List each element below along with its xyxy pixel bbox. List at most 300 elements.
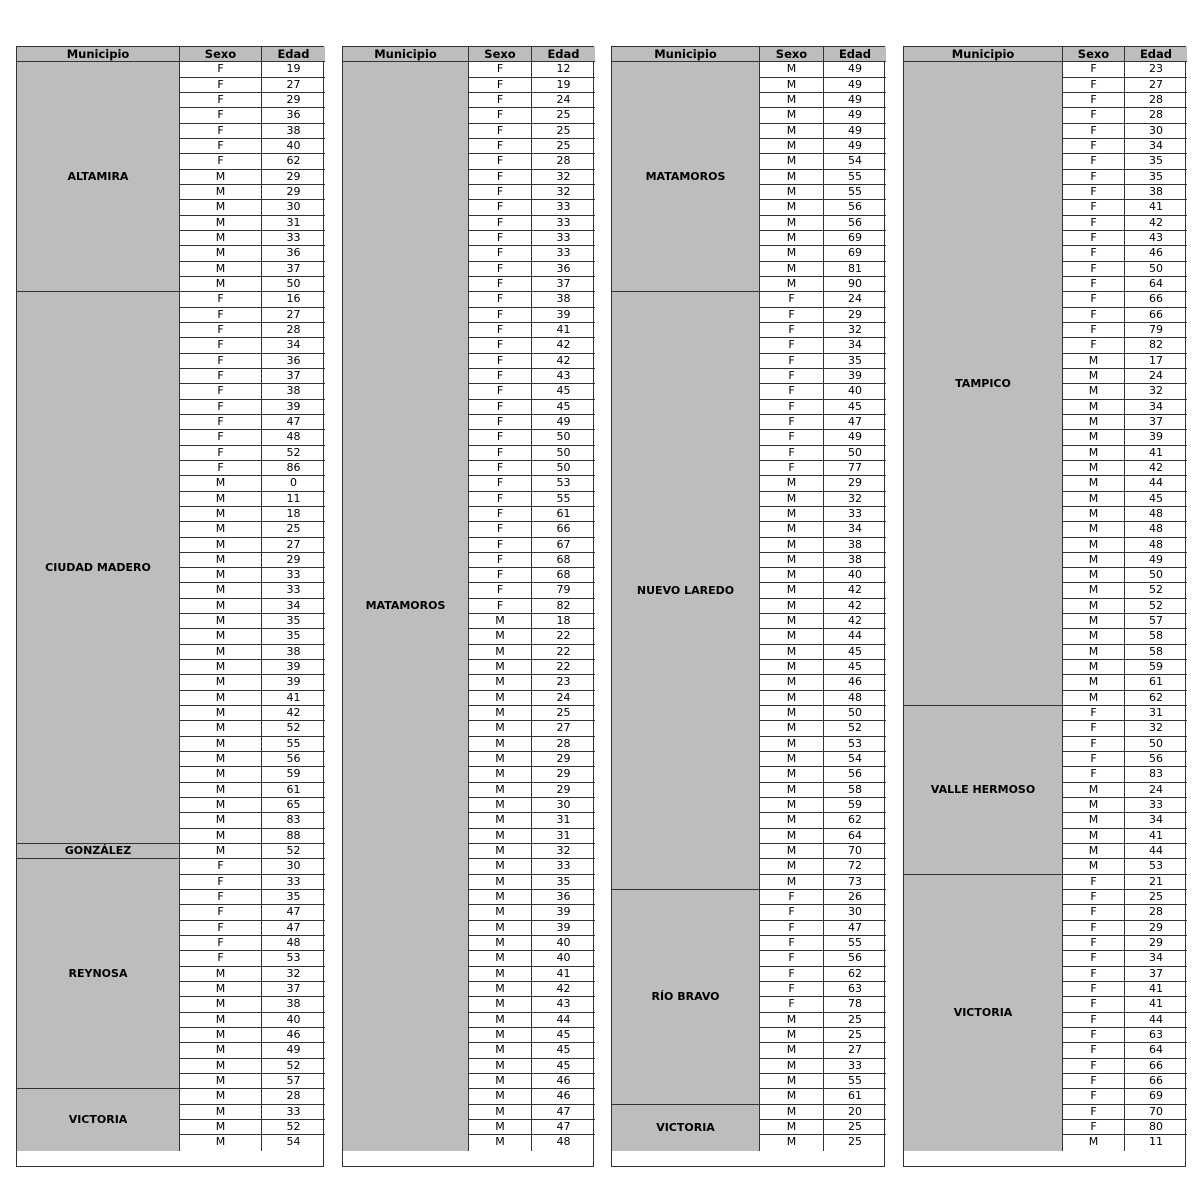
sexo-cell: M bbox=[180, 1043, 262, 1058]
sexo-cell: F bbox=[760, 921, 824, 936]
sexo-cell: M bbox=[469, 1120, 532, 1135]
edad-cell: 28 bbox=[532, 737, 595, 752]
sexo-cell: M bbox=[469, 813, 532, 828]
edad-cell: 35 bbox=[1125, 154, 1187, 169]
sexo-cell: F bbox=[469, 476, 532, 491]
edad-cell: 23 bbox=[1125, 62, 1187, 77]
edad-cell: 33 bbox=[262, 875, 325, 890]
edad-cell: 72 bbox=[824, 859, 886, 874]
edad-cell: 56 bbox=[824, 200, 886, 215]
edad-cell: 44 bbox=[1125, 1013, 1187, 1028]
sexo-cell: F bbox=[760, 951, 824, 966]
sexo-cell: M bbox=[760, 1120, 824, 1135]
edad-cell: 25 bbox=[1125, 890, 1187, 905]
sexo-cell: M bbox=[760, 675, 824, 690]
sexo-cell: M bbox=[1063, 369, 1125, 384]
sexo-cell: M bbox=[760, 813, 824, 828]
sexo-cell: M bbox=[760, 1028, 824, 1043]
sexo-cell: F bbox=[469, 553, 532, 568]
sexo-cell: M bbox=[180, 262, 262, 277]
sexo-cell: F bbox=[1063, 737, 1125, 752]
edad-cell: 61 bbox=[1125, 675, 1187, 690]
sexo-cell: M bbox=[180, 583, 262, 598]
sexo-cell: M bbox=[180, 277, 262, 292]
edad-cell: 34 bbox=[1125, 139, 1187, 154]
sexo-cell: F bbox=[180, 859, 262, 874]
edad-cell: 79 bbox=[1125, 323, 1187, 338]
sexo-cell: F bbox=[180, 154, 262, 169]
sexo-cell: F bbox=[469, 507, 532, 522]
edad-cell: 44 bbox=[1125, 844, 1187, 859]
edad-cell: 33 bbox=[262, 568, 325, 583]
sexo-cell: M bbox=[180, 767, 262, 782]
edad-cell: 41 bbox=[1125, 829, 1187, 844]
sexo-cell: M bbox=[760, 798, 824, 813]
sexo-cell: F bbox=[180, 461, 262, 476]
edad-cell: 42 bbox=[824, 583, 886, 598]
edad-cell: 33 bbox=[262, 583, 325, 598]
sexo-cell: F bbox=[469, 323, 532, 338]
sexo-cell: M bbox=[760, 185, 824, 200]
edad-cell: 69 bbox=[824, 231, 886, 246]
edad-cell: 58 bbox=[824, 783, 886, 798]
edad-cell: 39 bbox=[262, 400, 325, 415]
sexo-cell: M bbox=[180, 185, 262, 200]
edad-cell: 36 bbox=[262, 354, 325, 369]
edad-cell: 86 bbox=[262, 461, 325, 476]
sexo-cell: F bbox=[180, 875, 262, 890]
sexo-cell: M bbox=[760, 599, 824, 614]
sexo-cell: F bbox=[760, 982, 824, 997]
sexo-cell: M bbox=[760, 246, 824, 261]
sexo-cell: M bbox=[180, 246, 262, 261]
sexo-cell: M bbox=[180, 997, 262, 1012]
edad-cell: 38 bbox=[262, 997, 325, 1012]
edad-cell: 47 bbox=[262, 921, 325, 936]
sexo-cell: F bbox=[1063, 721, 1125, 736]
sexo-cell: F bbox=[1063, 1028, 1125, 1043]
edad-cell: 44 bbox=[1125, 476, 1187, 491]
edad-cell: 48 bbox=[1125, 538, 1187, 553]
edad-cell: 53 bbox=[262, 951, 325, 966]
municipio-cell: MATAMOROS bbox=[343, 62, 469, 1150]
edad-cell: 12 bbox=[532, 62, 595, 77]
edad-cell: 42 bbox=[1125, 461, 1187, 476]
sexo-cell: M bbox=[180, 660, 262, 675]
header-edad: Edad bbox=[532, 47, 595, 62]
municipio-cell: CIUDAD MADERO bbox=[17, 292, 180, 844]
edad-cell: 28 bbox=[262, 1089, 325, 1104]
sexo-cell: F bbox=[1063, 108, 1125, 123]
edad-cell: 25 bbox=[532, 124, 595, 139]
sexo-cell: M bbox=[1063, 446, 1125, 461]
sexo-cell: M bbox=[760, 93, 824, 108]
edad-cell: 22 bbox=[532, 645, 595, 660]
edad-cell: 31 bbox=[262, 216, 325, 231]
edad-cell: 21 bbox=[1125, 875, 1187, 890]
sexo-cell: F bbox=[760, 384, 824, 399]
sexo-cell: M bbox=[1063, 783, 1125, 798]
sexo-cell: M bbox=[469, 890, 532, 905]
edad-cell: 40 bbox=[262, 1013, 325, 1028]
edad-cell: 82 bbox=[532, 599, 595, 614]
sexo-cell: M bbox=[760, 1059, 824, 1074]
sexo-cell: M bbox=[1063, 798, 1125, 813]
edad-cell: 88 bbox=[262, 829, 325, 844]
edad-cell: 40 bbox=[824, 568, 886, 583]
edad-cell: 66 bbox=[1125, 308, 1187, 323]
edad-cell: 34 bbox=[262, 338, 325, 353]
edad-cell: 29 bbox=[824, 476, 886, 491]
edad-cell: 54 bbox=[824, 154, 886, 169]
sexo-cell: M bbox=[180, 829, 262, 844]
edad-cell: 56 bbox=[824, 767, 886, 782]
edad-cell: 30 bbox=[1125, 124, 1187, 139]
sexo-cell: F bbox=[180, 905, 262, 920]
edad-cell: 35 bbox=[262, 890, 325, 905]
sexo-cell: F bbox=[1063, 323, 1125, 338]
sexo-cell: F bbox=[1063, 277, 1125, 292]
sexo-cell: M bbox=[760, 62, 824, 77]
edad-cell: 25 bbox=[824, 1028, 886, 1043]
edad-cell: 77 bbox=[824, 461, 886, 476]
edad-cell: 53 bbox=[824, 737, 886, 752]
sexo-cell: F bbox=[469, 170, 532, 185]
sexo-cell: M bbox=[180, 538, 262, 553]
edad-cell: 42 bbox=[824, 599, 886, 614]
edad-cell: 52 bbox=[262, 446, 325, 461]
edad-cell: 41 bbox=[532, 323, 595, 338]
sexo-cell: M bbox=[469, 1135, 532, 1150]
edad-cell: 38 bbox=[1125, 185, 1187, 200]
sexo-cell: F bbox=[1063, 262, 1125, 277]
edad-cell: 34 bbox=[824, 522, 886, 537]
edad-cell: 40 bbox=[824, 384, 886, 399]
edad-cell: 28 bbox=[532, 154, 595, 169]
sexo-cell: F bbox=[180, 108, 262, 123]
sexo-cell: F bbox=[180, 308, 262, 323]
sexo-cell: F bbox=[1063, 905, 1125, 920]
sexo-cell: M bbox=[180, 476, 262, 491]
edad-cell: 27 bbox=[262, 538, 325, 553]
municipio-cell: ALTAMIRA bbox=[17, 62, 180, 292]
edad-cell: 26 bbox=[824, 890, 886, 905]
edad-cell: 56 bbox=[1125, 752, 1187, 767]
edad-cell: 24 bbox=[824, 292, 886, 307]
sexo-cell: M bbox=[760, 154, 824, 169]
municipio-cell: TAMPICO bbox=[904, 62, 1063, 706]
edad-cell: 30 bbox=[824, 905, 886, 920]
edad-cell: 27 bbox=[824, 1043, 886, 1058]
edad-cell: 47 bbox=[532, 1120, 595, 1135]
edad-cell: 32 bbox=[1125, 721, 1187, 736]
sexo-cell: F bbox=[760, 905, 824, 920]
sexo-cell: F bbox=[180, 62, 262, 77]
sexo-cell: F bbox=[760, 354, 824, 369]
sexo-cell: M bbox=[760, 553, 824, 568]
edad-cell: 33 bbox=[1125, 798, 1187, 813]
edad-cell: 90 bbox=[824, 277, 886, 292]
edad-cell: 39 bbox=[262, 660, 325, 675]
sexo-cell: F bbox=[469, 246, 532, 261]
edad-cell: 68 bbox=[532, 568, 595, 583]
edad-cell: 52 bbox=[262, 721, 325, 736]
edad-cell: 40 bbox=[532, 936, 595, 951]
header-municipio: Municipio bbox=[17, 47, 180, 62]
sexo-cell: M bbox=[760, 492, 824, 507]
sexo-cell: F bbox=[180, 430, 262, 445]
edad-cell: 50 bbox=[824, 706, 886, 721]
edad-cell: 58 bbox=[1125, 629, 1187, 644]
edad-cell: 78 bbox=[824, 997, 886, 1012]
edad-cell: 42 bbox=[824, 614, 886, 629]
header-municipio: Municipio bbox=[343, 47, 469, 62]
sexo-cell: M bbox=[1063, 400, 1125, 415]
edad-cell: 20 bbox=[824, 1105, 886, 1120]
sexo-cell: M bbox=[180, 813, 262, 828]
sexo-cell: M bbox=[180, 200, 262, 215]
sexo-cell: M bbox=[760, 583, 824, 598]
sexo-cell: M bbox=[1063, 568, 1125, 583]
edad-cell: 28 bbox=[1125, 905, 1187, 920]
sexo-cell: M bbox=[760, 645, 824, 660]
sexo-cell: F bbox=[1063, 292, 1125, 307]
edad-cell: 11 bbox=[262, 492, 325, 507]
sexo-cell: M bbox=[760, 875, 824, 890]
sexo-cell: M bbox=[469, 660, 532, 675]
sexo-cell: F bbox=[760, 308, 824, 323]
sexo-cell: M bbox=[180, 1135, 262, 1150]
sexo-cell: M bbox=[760, 844, 824, 859]
sexo-cell: M bbox=[760, 78, 824, 93]
sexo-cell: M bbox=[760, 1135, 824, 1150]
sexo-cell: F bbox=[1063, 216, 1125, 231]
edad-cell: 62 bbox=[824, 813, 886, 828]
edad-cell: 41 bbox=[1125, 982, 1187, 997]
data-table-3 bbox=[611, 46, 885, 1167]
sexo-cell: M bbox=[760, 170, 824, 185]
sexo-cell: M bbox=[760, 767, 824, 782]
sexo-cell: M bbox=[760, 139, 824, 154]
edad-cell: 45 bbox=[532, 384, 595, 399]
edad-cell: 54 bbox=[286, 1135, 301, 1149]
edad-cell: 50 bbox=[1125, 262, 1187, 277]
edad-cell: 49 bbox=[824, 78, 886, 93]
edad-cell: 64 bbox=[1125, 277, 1187, 292]
sexo-cell: M bbox=[469, 859, 532, 874]
sexo-cell: M bbox=[760, 476, 824, 491]
sexo-cell: F bbox=[1063, 1105, 1125, 1120]
edad-cell: 48 bbox=[1125, 507, 1187, 522]
header-municipio: Municipio bbox=[612, 47, 760, 62]
edad-cell: 43 bbox=[532, 997, 595, 1012]
edad-cell: 38 bbox=[824, 538, 886, 553]
header-edad: Edad bbox=[262, 47, 325, 62]
edad-cell: 64 bbox=[824, 829, 886, 844]
edad-cell: 35 bbox=[262, 629, 325, 644]
header-municipio: Municipio bbox=[904, 47, 1063, 62]
sexo-cell: M bbox=[760, 629, 824, 644]
edad-cell: 33 bbox=[824, 1059, 886, 1074]
sexo-cell: F bbox=[469, 154, 532, 169]
sexo-cell: M bbox=[1063, 675, 1125, 690]
edad-cell: 36 bbox=[532, 262, 595, 277]
sexo-cell: M bbox=[1063, 844, 1125, 859]
sexo-cell: F bbox=[1063, 170, 1125, 185]
edad-cell: 32 bbox=[532, 844, 595, 859]
sexo-cell: F bbox=[760, 461, 824, 476]
sexo-cell: M bbox=[180, 752, 262, 767]
sexo-cell: F bbox=[1063, 139, 1125, 154]
edad-cell: 25 bbox=[532, 139, 595, 154]
sexo-cell: M bbox=[469, 721, 532, 736]
sexo-cell: M bbox=[760, 1074, 824, 1089]
sexo-cell: F bbox=[1063, 93, 1125, 108]
edad-cell: 50 bbox=[1125, 568, 1187, 583]
edad-cell: 63 bbox=[824, 982, 886, 997]
sexo-cell: M bbox=[469, 829, 532, 844]
sexo-cell: M bbox=[1063, 629, 1125, 644]
sexo-cell: F bbox=[1063, 767, 1125, 782]
sexo-cell: F bbox=[180, 936, 262, 951]
edad-cell: 59 bbox=[1125, 660, 1187, 675]
edad-cell: 64 bbox=[1125, 1043, 1187, 1058]
edad-cell: 54 bbox=[824, 752, 886, 767]
sexo-cell: F bbox=[180, 369, 262, 384]
edad-cell: 47 bbox=[824, 921, 886, 936]
edad-cell: 19 bbox=[532, 78, 595, 93]
edad-cell: 50 bbox=[532, 461, 595, 476]
edad-cell: 67 bbox=[532, 538, 595, 553]
sexo-cell: F bbox=[180, 415, 262, 430]
sexo-cell: M bbox=[180, 507, 262, 522]
sexo-cell: F bbox=[180, 93, 262, 108]
edad-cell: 40 bbox=[262, 139, 325, 154]
sexo-cell: F bbox=[469, 78, 532, 93]
sexo-cell: M bbox=[1063, 538, 1125, 553]
edad-cell: 29 bbox=[262, 185, 325, 200]
edad-cell: 46 bbox=[824, 675, 886, 690]
edad-cell: 48 bbox=[262, 936, 325, 951]
sexo-cell: F bbox=[469, 522, 532, 537]
sexo-cell: F bbox=[1063, 951, 1125, 966]
sexo-cell: F bbox=[180, 354, 262, 369]
edad-cell: 66 bbox=[1125, 292, 1187, 307]
edad-cell: 83 bbox=[1125, 767, 1187, 782]
edad-cell: 24 bbox=[1125, 783, 1187, 798]
sexo-cell: M bbox=[180, 1013, 262, 1028]
header-sexo: Sexo bbox=[760, 47, 824, 62]
edad-cell: 33 bbox=[532, 231, 595, 246]
sexo-cell: M bbox=[760, 231, 824, 246]
sexo-cell: F bbox=[1063, 62, 1125, 77]
edad-cell: 46 bbox=[532, 1089, 595, 1104]
edad-cell: 45 bbox=[532, 1028, 595, 1043]
sexo-cell: M bbox=[180, 522, 262, 537]
edad-cell: 55 bbox=[824, 170, 886, 185]
sexo-cell: F bbox=[1063, 231, 1125, 246]
edad-cell: 56 bbox=[824, 951, 886, 966]
edad-cell: 83 bbox=[262, 813, 325, 828]
edad-cell: 34 bbox=[824, 338, 886, 353]
edad-cell: 37 bbox=[532, 277, 595, 292]
sexo-cell: M bbox=[180, 1089, 262, 1104]
edad-cell: 53 bbox=[532, 476, 595, 491]
sexo-cell: M bbox=[469, 921, 532, 936]
edad-cell: 37 bbox=[262, 369, 325, 384]
sexo-cell: M bbox=[469, 951, 532, 966]
edad-cell: 59 bbox=[824, 798, 886, 813]
sexo-cell: M bbox=[180, 1120, 262, 1135]
sexo-cell: F bbox=[469, 369, 532, 384]
sexo-cell: F bbox=[760, 430, 824, 445]
sexo-cell: M bbox=[180, 982, 262, 997]
edad-cell: 45 bbox=[532, 400, 595, 415]
edad-cell: 33 bbox=[262, 231, 325, 246]
municipio-cell: MATAMOROS bbox=[612, 62, 760, 292]
sexo-cell: M bbox=[1063, 813, 1125, 828]
edad-cell: 57 bbox=[1125, 614, 1187, 629]
edad-cell: 52 bbox=[262, 844, 325, 859]
edad-cell: 25 bbox=[824, 1013, 886, 1028]
edad-cell: 29 bbox=[262, 170, 325, 185]
sexo-cell: M bbox=[180, 798, 262, 813]
sexo-cell: M bbox=[760, 1013, 824, 1028]
edad-cell: 39 bbox=[532, 308, 595, 323]
header-sexo: Sexo bbox=[469, 47, 532, 62]
edad-cell: 46 bbox=[262, 1028, 325, 1043]
edad-cell: 65 bbox=[262, 798, 325, 813]
edad-cell: 41 bbox=[1125, 200, 1187, 215]
sexo-cell: M bbox=[760, 277, 824, 292]
municipio-cell: VICTORIA bbox=[904, 875, 1063, 1151]
sexo-cell: F bbox=[469, 185, 532, 200]
sexo-cell: F bbox=[469, 583, 532, 598]
edad-cell: 24 bbox=[532, 691, 595, 706]
edad-cell: 55 bbox=[824, 936, 886, 951]
municipio-cell: RÍO BRAVO bbox=[612, 890, 760, 1105]
sexo-cell: F bbox=[1063, 200, 1125, 215]
edad-cell: 68 bbox=[532, 553, 595, 568]
header-edad: Edad bbox=[824, 47, 886, 62]
sexo-cell: F bbox=[469, 354, 532, 369]
sexo-cell: M bbox=[760, 216, 824, 231]
edad-cell: 45 bbox=[824, 400, 886, 415]
sexo-cell: M bbox=[469, 737, 532, 752]
sexo-cell: F bbox=[760, 415, 824, 430]
edad-cell: 29 bbox=[532, 783, 595, 798]
edad-cell: 73 bbox=[824, 875, 886, 890]
sexo-cell: M bbox=[760, 262, 824, 277]
edad-cell: 27 bbox=[262, 308, 325, 323]
edad-cell: 37 bbox=[1125, 967, 1187, 982]
sexo-cell: F bbox=[760, 936, 824, 951]
edad-cell: 44 bbox=[824, 629, 886, 644]
sexo-cell: M bbox=[760, 538, 824, 553]
edad-cell: 29 bbox=[824, 308, 886, 323]
sexo-cell: F bbox=[180, 446, 262, 461]
sexo-cell: M bbox=[469, 844, 532, 859]
sexo-cell: F bbox=[1063, 78, 1125, 93]
sexo-cell: F bbox=[180, 78, 262, 93]
sexo-cell: M bbox=[1063, 583, 1125, 598]
edad-cell: 22 bbox=[532, 629, 595, 644]
sexo-cell: M bbox=[469, 997, 532, 1012]
edad-cell: 25 bbox=[532, 108, 595, 123]
sexo-cell: M bbox=[760, 1089, 824, 1104]
sexo-cell: F bbox=[180, 292, 262, 307]
edad-cell: 62 bbox=[262, 154, 325, 169]
